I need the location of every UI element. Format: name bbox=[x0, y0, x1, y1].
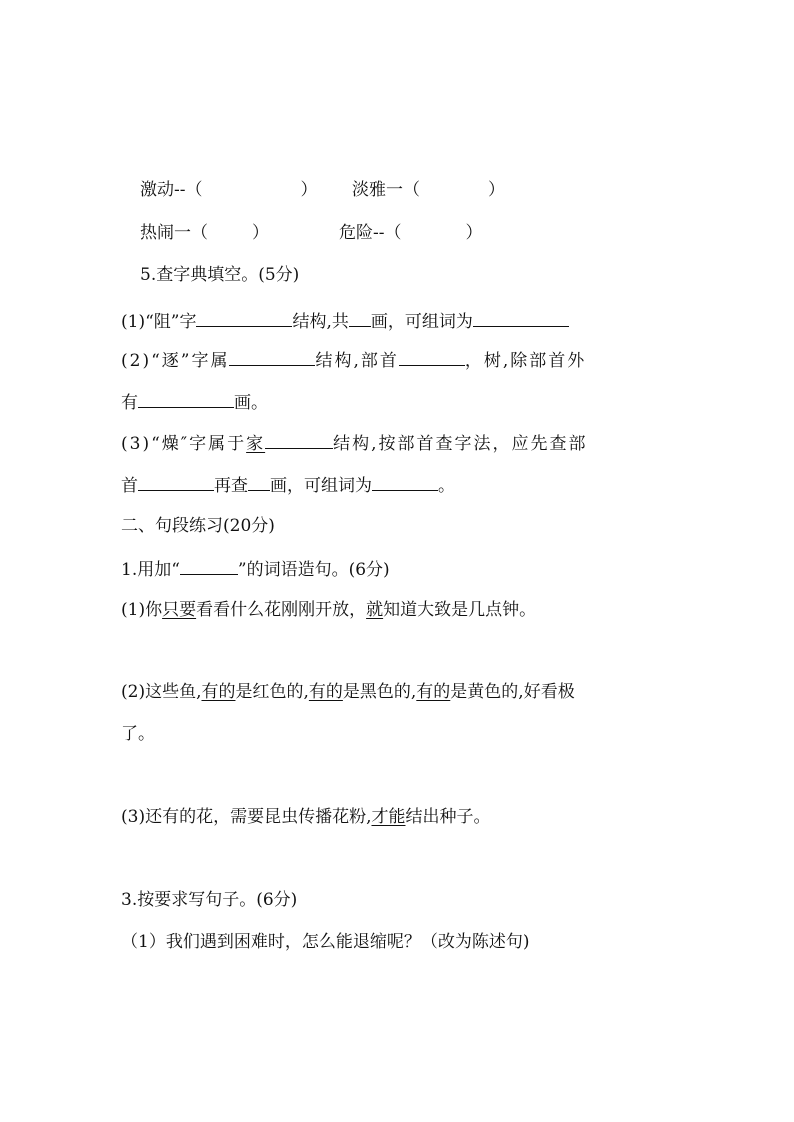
answer-blank[interactable] bbox=[349, 308, 371, 327]
answer-blank[interactable] bbox=[138, 389, 234, 408]
antonym-word: 危险--（ bbox=[339, 223, 402, 243]
answer-blank[interactable] bbox=[138, 472, 214, 491]
antonym-row-1 bbox=[140, 178, 318, 202]
answer-blank[interactable] bbox=[229, 347, 315, 366]
answer-blank[interactable] bbox=[372, 472, 438, 491]
q1-title: 1.用加“ ”的词语造句。(6分) bbox=[121, 556, 390, 582]
q5-item-2: (2)“逐”字属 结构,部首 ，树,除部首外 bbox=[121, 347, 586, 373]
antonym-close: ） bbox=[252, 223, 269, 243]
antonym-close: ） bbox=[465, 223, 483, 243]
section-2-title: 二、句段练习(20分) bbox=[121, 516, 275, 536]
q5-item-2-cont: 有 画。 bbox=[121, 389, 268, 415]
q5-item-3-cont: 首 再查 画，可组词为 。 bbox=[121, 472, 455, 498]
q1-sentence-2: (2)这些鱼,有的是红色的,有的是黑色的,有的是黄色的,好看极 bbox=[121, 682, 575, 702]
answer-blank[interactable] bbox=[248, 472, 270, 491]
q5-item-1: (1)“阻”字 结构,共 画，可组词为 bbox=[121, 308, 569, 334]
answer-blank bbox=[180, 556, 238, 575]
antonym-word: 热闹一（ bbox=[140, 223, 208, 243]
q1-sentence-1: (1)你只要看看什么花刚刚开放，就知道大致是几点钟。 bbox=[121, 600, 537, 620]
antonym-close: ） bbox=[300, 180, 318, 200]
q5-item-3: (3)“燥″字属于家 结构,按部首查字法，应先查部 bbox=[121, 430, 588, 456]
q1-sentence-3: (3)还有的花，需要昆虫传播花粉,才能结出种子。 bbox=[121, 807, 491, 827]
antonym-close: ） bbox=[488, 180, 505, 200]
answer-blank[interactable] bbox=[265, 430, 333, 449]
q3-sentence-1: （1）我们遇到困难时，怎么能退缩呢？（改为陈述句) bbox=[121, 932, 530, 952]
q3-title: 3.按要求写句子。(6分) bbox=[121, 890, 298, 910]
antonym-word: 激动--（ bbox=[140, 180, 203, 200]
answer-blank[interactable] bbox=[473, 308, 569, 327]
antonym-row-1b bbox=[352, 178, 505, 202]
antonym-row-2b bbox=[339, 221, 483, 245]
antonym-row-2 bbox=[140, 221, 269, 245]
answer-blank[interactable] bbox=[196, 308, 292, 327]
q5-title: 5.查字典填空。(5分) bbox=[140, 265, 300, 285]
q1-sentence-2-cont: 了。 bbox=[121, 724, 155, 744]
answer-blank[interactable] bbox=[399, 347, 465, 366]
antonym-word: 淡雅一（ bbox=[352, 180, 420, 200]
